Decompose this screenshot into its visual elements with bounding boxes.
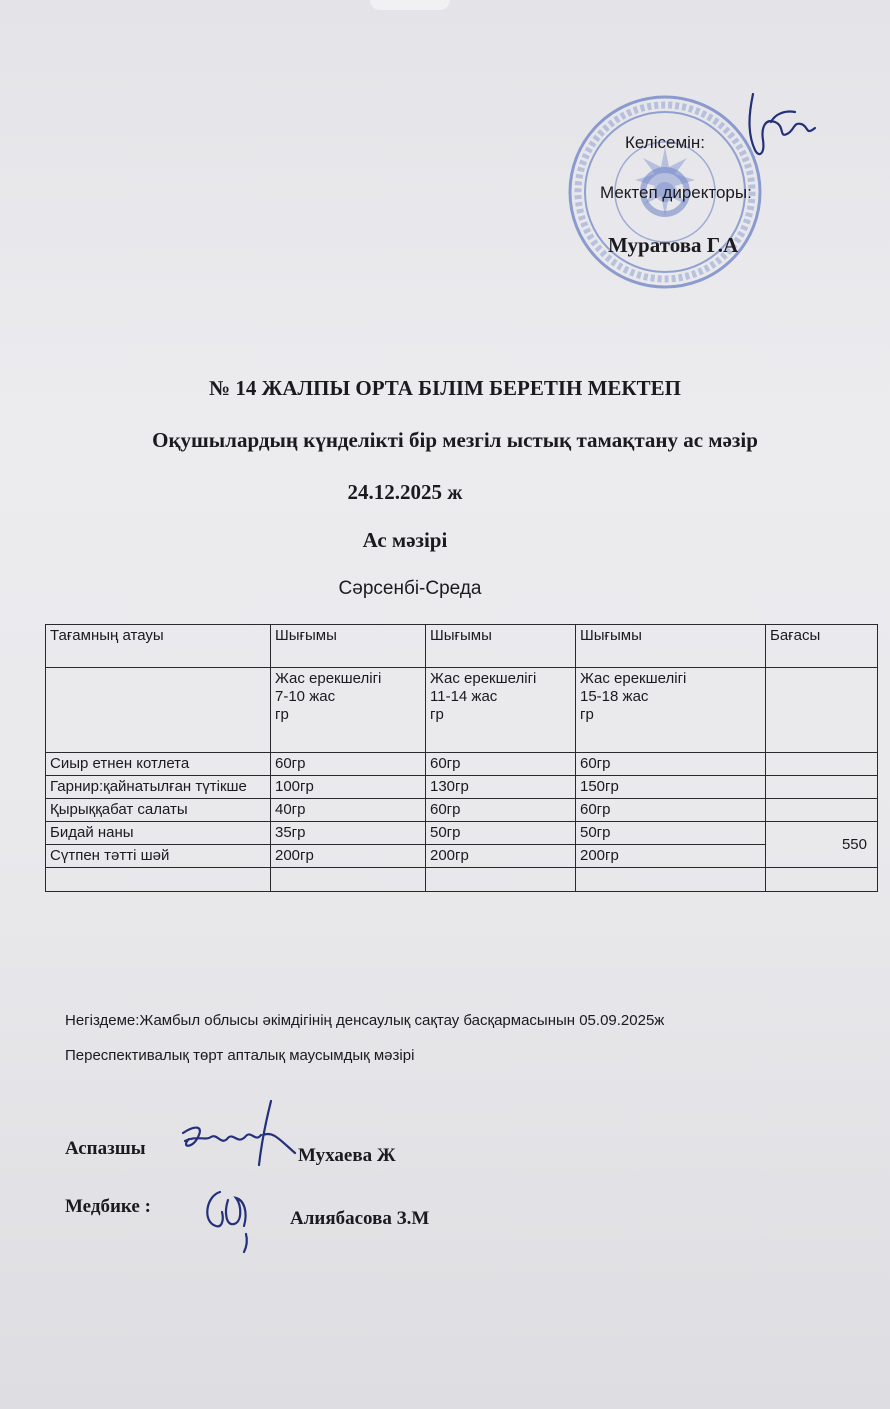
cook-name: Мухаева Ж: [298, 1145, 396, 1166]
empty-cell: [46, 668, 271, 753]
paper-clip-mark: [370, 0, 450, 10]
empty-cell: [766, 668, 878, 753]
table-row: [46, 799, 878, 822]
menu-table: [45, 624, 878, 892]
approval-position: Мектеп директоры:: [600, 183, 752, 202]
dish-name: Қырыққабат салаты: [46, 799, 271, 822]
table-row: [46, 776, 878, 799]
portion-cell: 130гр: [426, 776, 576, 799]
age-group-cell: Жас ерекшелігі 11-14 жас гр: [426, 668, 576, 753]
approval-name: Муратова Г.А: [608, 233, 739, 257]
column-header: Шығымы: [426, 625, 576, 668]
dish-name: Бидай наны: [46, 822, 271, 845]
basis-line-2: Переспективалық төрт апталық маусымдық мәзірі: [65, 1047, 415, 1064]
table-header-row: [46, 625, 878, 668]
empty-cell: [766, 799, 878, 822]
portion-cell: 100гр: [271, 776, 426, 799]
menu-date: 24.12.2025 ж: [347, 480, 463, 504]
age-group-cell: Жас ерекшелігі 15-18 жас гр: [576, 668, 766, 753]
nurse-signature: [198, 1182, 258, 1254]
portion-cell: 60гр: [426, 753, 576, 776]
dish-name: Сиыр етнен котлета: [46, 753, 271, 776]
portion-cell: 60гр: [426, 799, 576, 822]
dish-name: Гарнир:қайнатылған түтікше: [46, 776, 271, 799]
portion-cell: 60гр: [576, 799, 766, 822]
portion-cell: 200гр: [576, 845, 766, 868]
portion-cell: 35гр: [271, 822, 426, 845]
portion-cell: 40гр: [271, 799, 426, 822]
menu-heading: Ас мәзірі: [362, 528, 448, 552]
column-header: Шығымы: [576, 625, 766, 668]
column-header: Бағасы: [766, 625, 878, 668]
age-group-row: [46, 668, 878, 753]
table-row: [46, 753, 878, 776]
cook-signature: [175, 1095, 300, 1175]
nurse-label: Медбике :: [65, 1196, 151, 1217]
portion-cell: 50гр: [426, 822, 576, 845]
table-row: [46, 822, 878, 845]
menu-day: Сәрсенбі-Среда: [338, 578, 482, 599]
menu-subtitle: Оқушылардың күнделікті бір мезгіл ыстық тамақтану ас мәзір: [152, 428, 758, 452]
nurse-name: Алиябасова З.М: [290, 1208, 430, 1229]
column-header: Шығымы: [271, 625, 426, 668]
column-header: Тағамның атауы: [46, 625, 271, 668]
price-cell: 550: [766, 822, 878, 868]
age-group-cell: Жас ерекшелігі 7-10 жас гр: [271, 668, 426, 753]
portion-cell: 60гр: [271, 753, 426, 776]
portion-cell: 200гр: [271, 845, 426, 868]
approval-agree: Келісемін:: [625, 133, 706, 152]
portion-cell: 50гр: [576, 822, 766, 845]
portion-cell: 60гр: [576, 753, 766, 776]
school-title: № 14 ЖАЛПЫ ОРТА БІЛІМ БЕРЕТІН МЕКТЕП: [208, 376, 682, 400]
portion-cell: 200гр: [426, 845, 576, 868]
basis-line-1: Негіздеме:Жамбыл облысы әкімдігінің денсаулық сақтау басқармасынын 05.09.2025ж: [65, 1012, 665, 1029]
empty-row: [46, 868, 878, 892]
director-signature: [735, 88, 825, 168]
portion-cell: 150гр: [576, 776, 766, 799]
cook-label: Аспазшы: [65, 1138, 146, 1159]
empty-cell: [766, 753, 878, 776]
dish-name: Сүтпен тәтті шәй: [46, 845, 271, 868]
table-row: [46, 845, 878, 868]
empty-cell: [766, 776, 878, 799]
